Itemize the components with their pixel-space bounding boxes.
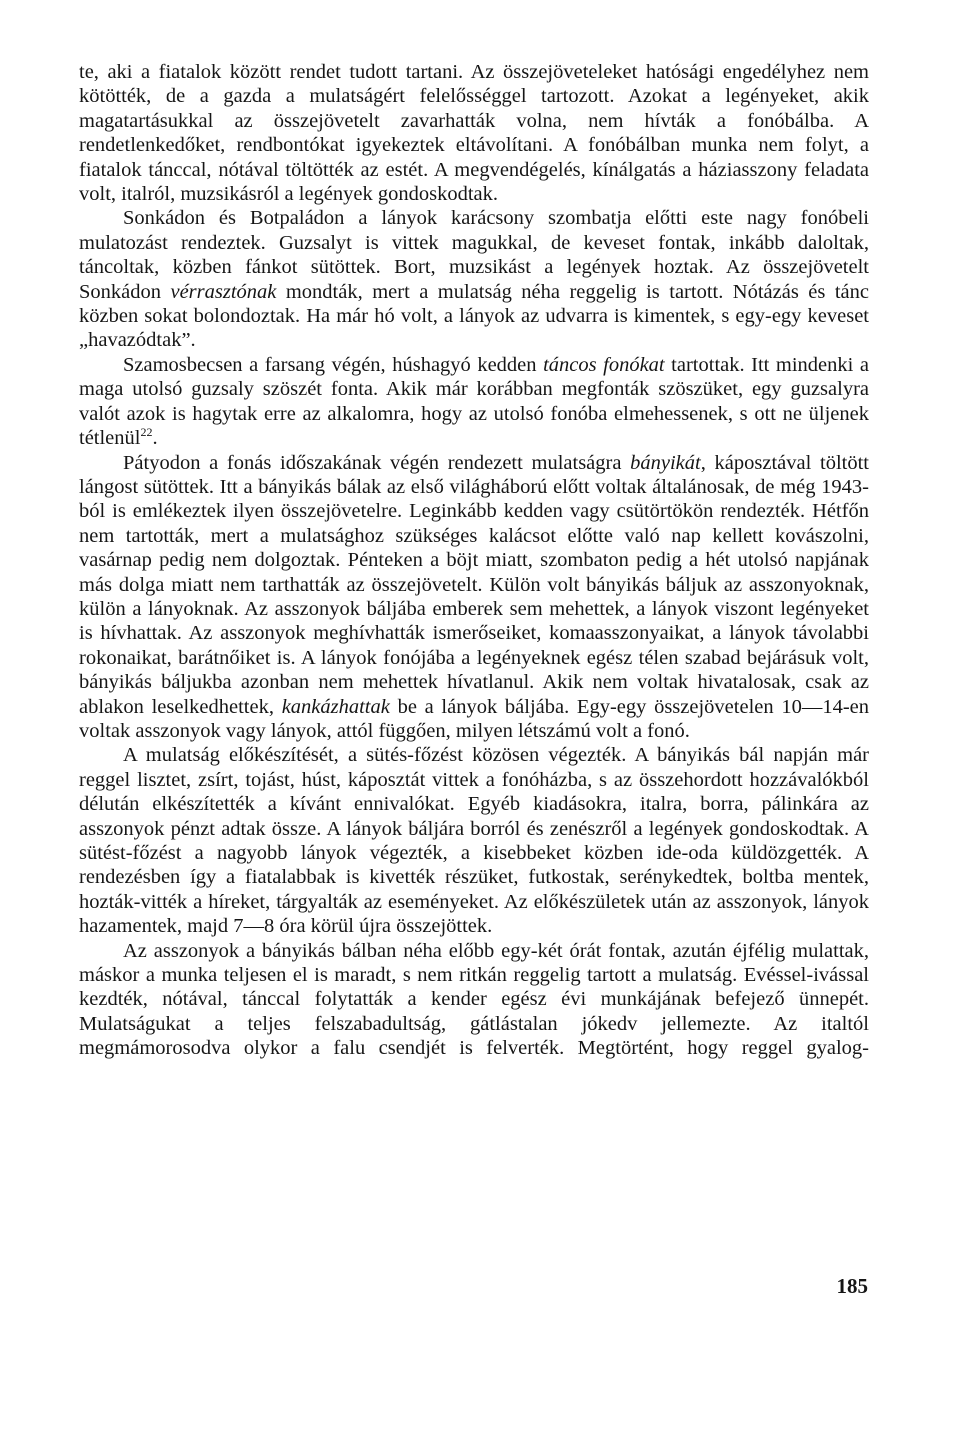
- page-body: [79, 60, 869, 1061]
- paragraph-preparation: A mulatság előkészítését, a sütés-főzést közösen végezték. A bányikás bál napján már reggel lisztet, zsírt, tojást, húst, káposztát vittek a fonóházba, s az összehordott hozzávalókból délután elkészítették a kívánt ennivalókat. Egyéb kiadásokra, italra, borra, pálinkára az asszonyok pénzt adtak össze. A lányok báljára borról és zenészről a legények gondoskodtak. A sütést-főzést a nagyobb lányok végezték, a kisebbeket közben ide-oda küldözgették. A rendezésben így a fiatalabbak is kivették részüket, futkostak, serénykedtek, boltba mentek, hozták-vitték a híreket, tárgyalták az eseményeket. Az előkészületek után az asszonyok, lányok hazamentek, majd 7—8 óra körül újra összejöttek.: [79, 744, 869, 938]
- paragraph-continuation: te, aki a fiatalok között rendet tudott tartani. Az összejöveteleket hatósági engedélyhez nem kötötték, de a gazda a mulatságért felelősséggel tartozott. Azokat a legényeket, akik magatartásukkal az összejövetelt zavarhatták volna, nem hívták a fonóbálba. A rendetlenkedőket, rendbontókat igyekeztek eltávolítani. A fonóbálban munka nem folyt, a fiatalok tánccal, nótával töltötték az estét. A megvendégelés, kínálgatás a háziasszony feladata volt, italról, muzsikásról a legények gondoskodtak.: [79, 61, 869, 206]
- paragraph-szamosbecs: Szamosbecsen a farsang végén, húshagyó kedden táncos fonókat tartottak. Itt mindenki a maga utolsó guzsaly szöszét fonta. Akik már korábban megfonták szöszüket, egy guzsalyra valót azok is hagytak erre az alkalomra, hogy az utolsó fonóba elmehessenek, s ott ne üljenek tétlenül$^{22}$.: [79, 353, 869, 450]
- paragraph-celebration: Az asszonyok a bányikás bálban néha előbb egy-két órát fontak, azután éjfélig mulattak, máskor a munka teljesen el is maradt, s nem ritkán reggelig tartott a mulatság. Evéssel-ivással kezdték, nótával, tánccal folytatták a kender egész évi munkájának befejező ünnepét. Mulatságukat a teljes felszabadultság, gátlástalan jókedv jellemezte. Az italtól megmámorosodva olykor a falu csendjét is felverték. Megtörtént, hogy reggel gyalog-: [79, 939, 869, 1060]
- paragraph-sonkad: Sonkádon és Botpaládon a lányok karácsony szombatja előtti este nagy fonóbeli mulatozást rendeztek. Guzsalyt is vittek magukkal, de keveset fontak, inkább daloltak, táncoltak, közben fánkot sütöttek. Bort, muzsikást a legények hoztak. Az összejövetelt Sonkádon vérrasztónak mondták, mert a mulatság néha reggelig is tartott. Nótázás és tánc közben sokat bolondoztak. Ha már hó volt, a lányok az udvarra is kimentek, s egy-egy keveset „havazódtak”.: [79, 207, 869, 352]
- page-number: 185: [836, 1274, 868, 1298]
- paragraph-patyod: Pátyodon a fonás időszakának végén rendezett mulatságra bányikát, káposztával töltött lángost sütöttek. Itt a bányikás bálak az első világháború előtt voltak általánosak, de még 1943-ból is emlékeztek ilyen összejövetelre. Leginkább kedden vagy csütörtökön rendezték. Hétfőn nem tartották, mert a mulatsághoz szükséges kalácsot előtte való nap kellett kovászolni, vasárnap pedig nem dolgoztak. Pénteken a böjt miatt, szombaton pedig a hét utolsó napjának más dolga miatt nem tarthatták az összejövetelt. Külön volt bányikás báljuk az asszonyoknak, külön a lányoknak. Az asszonyok báljába emberek sem mehettek, a lányok viszont legényeket is hívhattak. Az asszonyok meghívhatták ismerőseiket, komaasszonyaikat, a lányok távolabbi rokonaikat, barátnőiket is. A lányok fonójába a legényeknek egész télen szabad bejárásuk volt, bányikás báljukba azonban nem mehettek hívatlanul. Akik nem voltak hivatalosak, csak az ablakon leselkedhettek, kankázhattak be a lányok báljába. Egy-egy összejövetelen 10—14-en voltak asszonyok vagy lányok, attól függően, milyen létszámú volt a fonó.: [79, 451, 869, 742]
